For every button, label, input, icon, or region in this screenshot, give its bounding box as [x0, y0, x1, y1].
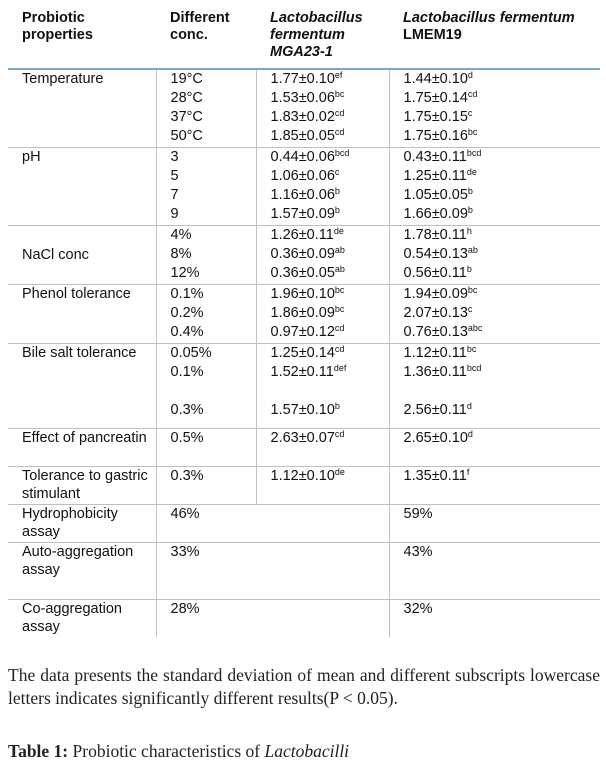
- table-row: [8, 542, 600, 599]
- group-label-nacl: NaCl conc: [8, 225, 156, 284]
- conc-cell: 0.3%: [156, 393, 256, 428]
- value-cell-a: 1.57±0.09$^b$: [256, 205, 389, 225]
- value-cell-b: 1.12±0.11$^{bc}$: [389, 343, 600, 363]
- value-cell-b: 1.35±0.11$^f$: [389, 466, 600, 504]
- caption-label: Table 1:: [8, 741, 69, 761]
- value-cell-a: 2.63±0.07$^{cd}$: [256, 428, 389, 466]
- table-row: [8, 225, 600, 245]
- conc-cell: 12%: [156, 264, 256, 284]
- table-row: [8, 466, 600, 504]
- value-cell-b: 43%: [389, 542, 600, 599]
- conc-cell: 9: [156, 205, 256, 225]
- value-cell-b: 1.44±0.10$^d$: [389, 69, 600, 89]
- value-cell-b: 0.54±0.13$^{ab}$: [389, 245, 600, 264]
- conc-cell: 37°C: [156, 108, 256, 127]
- value-cell-a: 1.57±0.10$^b$: [256, 393, 389, 428]
- value-cell-b: 1.78±0.11$^h$: [389, 225, 600, 245]
- value-cell-a: 1.25±0.14$^{cd}$: [256, 343, 389, 363]
- value-cell-b: 0.43±0.11$^{bcd}$: [389, 147, 600, 167]
- header-conc: Different conc.: [156, 6, 256, 69]
- table-row: [8, 343, 600, 363]
- value-cell-b: 1.66±0.09$^b$: [389, 205, 600, 225]
- header-strain-b-species: Lactobacillus fermentum: [403, 10, 575, 26]
- value-cell-b: 32%: [389, 599, 600, 637]
- value-cell-b: 2.56±0.11$^d$: [389, 393, 600, 428]
- group-label-gastric: Tolerance to gastric stimulant: [8, 466, 156, 504]
- value-cell-a: 28%: [156, 599, 389, 637]
- conc-cell: 5: [156, 167, 256, 186]
- row-label-co-aggregation: Co-aggregation assay: [8, 599, 156, 637]
- table-row: [8, 147, 600, 167]
- group-label-bile: Bile salt tolerance: [8, 343, 156, 428]
- value-cell-b: 1.05±0.05$^b$: [389, 186, 600, 205]
- conc-cell: 28°C: [156, 89, 256, 108]
- value-cell-a: 1.53±0.06$^{bc}$: [256, 89, 389, 108]
- conc-cell: 0.3%: [156, 466, 256, 504]
- header-strain-b: [389, 6, 600, 69]
- conc-cell: 0.1%: [156, 363, 256, 393]
- value-cell-a: 46%: [156, 504, 389, 542]
- value-cell-a: 0.44±0.06$^{bcd}$: [256, 147, 389, 167]
- value-cell-a: 1.77±0.10$^{ef}$: [256, 69, 389, 89]
- value-cell-b: 1.94±0.09$^{bc}$: [389, 284, 600, 304]
- value-cell-b: 1.75±0.14$^{cd}$: [389, 89, 600, 108]
- conc-cell: 0.1%: [156, 284, 256, 304]
- header-row: [8, 6, 600, 69]
- value-cell-a: 1.12±0.10de: [256, 466, 389, 504]
- conc-cell: 19°C: [156, 69, 256, 89]
- table-row: [8, 284, 600, 304]
- value-cell-a: 33%: [156, 542, 389, 599]
- conc-cell: 4%: [156, 225, 256, 245]
- value-cell-b: 0.56±0.11$^b$: [389, 264, 600, 284]
- value-cell-a: 1.96±0.10$^{bc}$: [256, 284, 389, 304]
- value-cell-b: 2.65±0.10$^d$: [389, 428, 600, 466]
- header-strain-a: Lactobacillus fermentum MGA23-1: [256, 6, 389, 69]
- row-label-auto-aggregation: Auto-aggregation assay: [8, 542, 156, 599]
- value-cell-a: 0.36±0.09$^{ab}$: [256, 245, 389, 264]
- group-label-ph: pH: [8, 147, 156, 225]
- probiotic-table-container: [8, 6, 600, 637]
- table-row: [8, 428, 600, 466]
- conc-cell: 8%: [156, 245, 256, 264]
- value-cell-b: 1.36±0.11$^{bcd}$: [389, 363, 600, 393]
- conc-cell: 0.2%: [156, 304, 256, 323]
- caption-text: Probiotic characteristics of: [72, 741, 261, 761]
- table-row: [8, 504, 600, 542]
- group-label-temperature: Temperature: [8, 69, 156, 147]
- value-cell-b: 0.76±0.13$^{abc}$: [389, 323, 600, 343]
- group-label-phenol: Phenol tolerance: [8, 284, 156, 343]
- value-cell-a: 1.85±0.05$^{cd}$: [256, 127, 389, 147]
- table-caption: [8, 740, 600, 762]
- table-note: The data presents the standard deviation of mean and different subscripts lowercase letters indicates significantly different results(P < 0.05).: [8, 665, 600, 708]
- value-cell-b: 1.25±0.11de: [389, 167, 600, 186]
- group-label-pancreatin: Effect of pancreatin: [8, 428, 156, 466]
- caption-genus: Lactobacilli: [264, 741, 350, 761]
- conc-cell: 50°C: [156, 127, 256, 147]
- conc-cell: 7: [156, 186, 256, 205]
- value-cell-a: 1.26±0.11de: [256, 225, 389, 245]
- value-cell-a: 1.83±0.02$^{cd}$: [256, 108, 389, 127]
- header-properties: Probiotic properties: [8, 6, 156, 69]
- value-cell-a: 1.16±0.06$^b$: [256, 186, 389, 205]
- conc-cell: 0.4%: [156, 323, 256, 343]
- value-cell-a: 0.97±0.12$^{cd}$: [256, 323, 389, 343]
- row-label-hydrophobicity: Hydrophobicity assay: [8, 504, 156, 542]
- conc-cell: 3: [156, 147, 256, 167]
- value-cell-b: 1.75±0.16$^{bc}$: [389, 127, 600, 147]
- value-cell-a: 1.52±0.11$^{def}$: [256, 363, 389, 393]
- table-row: [8, 599, 600, 637]
- value-cell-b: 59%: [389, 504, 600, 542]
- value-cell-a: 1.06±0.06$^c$: [256, 167, 389, 186]
- value-cell-a: 1.86±0.09$^{bc}$: [256, 304, 389, 323]
- conc-cell: 0.05%: [156, 343, 256, 363]
- table-row: [8, 69, 600, 89]
- value-cell-b: 2.07±0.13$^c$: [389, 304, 600, 323]
- conc-cell: 0.5%: [156, 428, 256, 466]
- value-cell-a: 0.36±0.05$^{ab}$: [256, 264, 389, 284]
- header-strain-b-code: LMEM19: [403, 27, 462, 43]
- probiotic-table: [8, 6, 600, 637]
- value-cell-b: 1.75±0.15$^c$: [389, 108, 600, 127]
